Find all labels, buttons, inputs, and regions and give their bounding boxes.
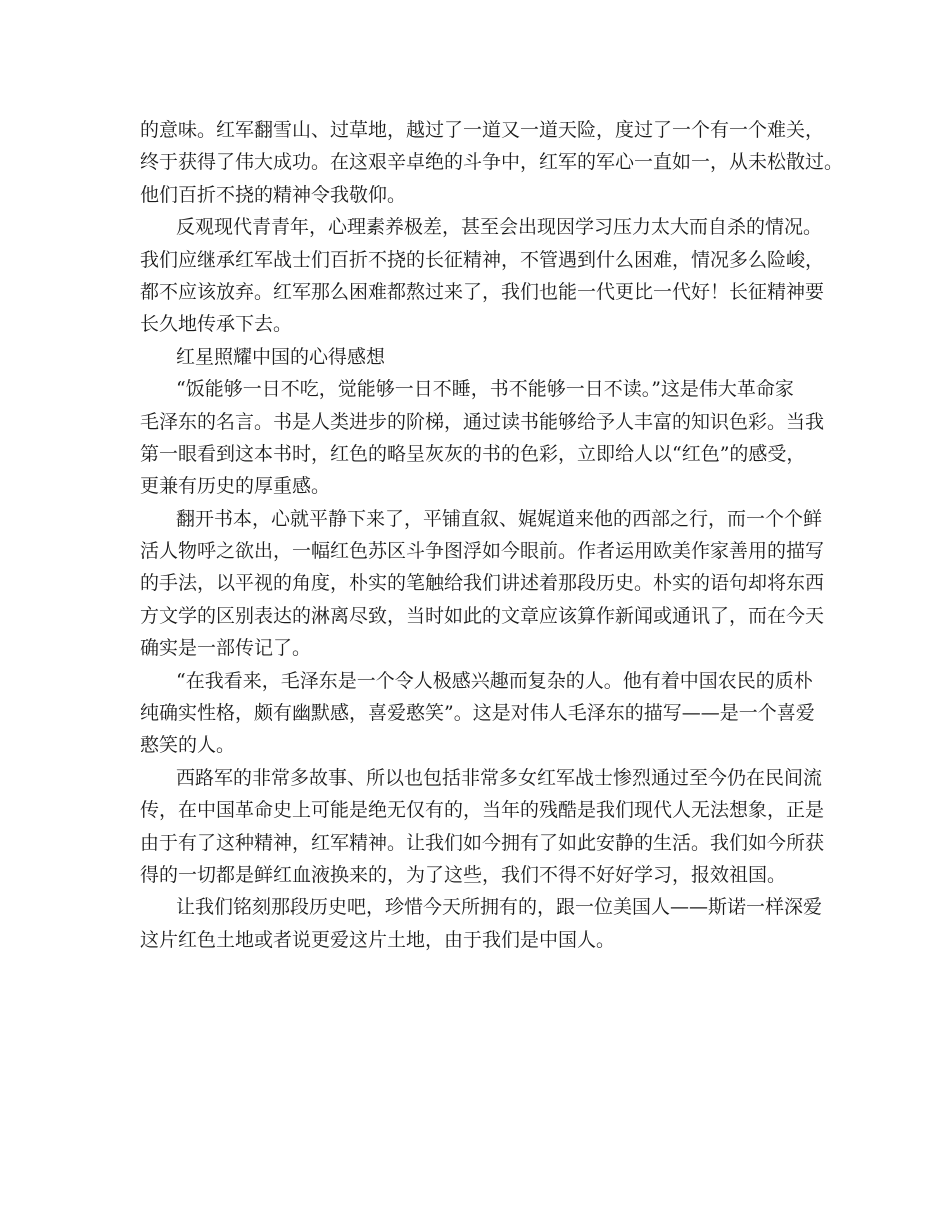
- text-line: 方文学的区别表达的淋离尽致，当时如此的文章应该算作新闻或通讯了，而在今天: [140, 604, 825, 627]
- text-line: 毛泽东的名言。书是人类进步的阶梯，通过读书能够给予人丰富的知识色彩。当我: [140, 410, 825, 433]
- text-line: 反观现代青青年，心理素养极差，甚至会出现因学习压力太大而自杀的情况。: [176, 216, 823, 239]
- text-line: 长久地传承下去。: [140, 313, 293, 336]
- text-line: 确实是一部传记了。: [140, 637, 312, 660]
- text-line: 都不应该放弃。红军那么困难都熬过来了，我们也能一代更比一代好！长征精神要: [140, 280, 825, 303]
- text-line: 由于有了这种精神，红军精神。让我们如今拥有了如此安静的生活。我们如今所获: [140, 831, 825, 854]
- text-line: “在我看来，毛泽东是一个令人极感兴趣而复杂的人。他有着中国农民的质朴: [176, 669, 813, 692]
- text-line: 更兼有历史的厚重感。: [140, 475, 331, 498]
- text-line: 西路军的非常多故事、所以也包括非常多女红军战士惨烈通过至今仍在民间流: [176, 766, 823, 789]
- text-line: 这片红色土地或者说更爱这片土地，由于我们是中国人。: [140, 928, 616, 951]
- text-line: 他们百折不挠的精神令我敬仰。: [140, 183, 407, 206]
- text-line: 翻开书本，心就平静下来了，平铺直叙、娓娓道来他的西部之行，而一个个鲜: [176, 507, 823, 530]
- text-line: 我们应继承红军战士们百折不挠的长征精神，不管遇到什么困难，情况多么险峻，: [140, 248, 825, 271]
- document-body: [140, 114, 844, 956]
- text-line: 的手法，以平视的角度，朴实的笔触给我们讲述着那段历史。朴实的语句却将东西: [140, 572, 825, 595]
- text-line: 终于获得了伟大成功。在这艰辛卓绝的斗争中，红军的军心一直如一，从未松散过。: [140, 151, 844, 174]
- text-line: 传，在中国革命史上可能是绝无仅有的，当年的残酷是我们现代人无法想象，正是: [140, 799, 825, 822]
- text-line: 活人物呼之欲出，一幅红色苏区斗争图浮如今眼前。作者运用欧美作家善用的描写: [140, 540, 825, 563]
- text-line: “饭能够一日不吃，觉能够一日不睡，书不能够一日不读。”这是伟大革命家: [176, 378, 794, 401]
- text-line: 让我们铭刻那段历史吧，珍惜今天所拥有的，跟一位美国人——斯诺一样深爱: [176, 896, 823, 919]
- text-line: 的意味。红军翻雪山、过草地，越过了一道又一道天险，度过了一个有一个难关，: [140, 119, 825, 141]
- text-line: 第一眼看到这本书时，红色的略呈灰灰的书的色彩，立即给人以“红色”的感受，: [140, 442, 806, 465]
- text-line: 憨笑的人。: [140, 734, 236, 757]
- text-line: 得的一切都是鲜红血液换来的，为了这些，我们不得不好好学习，报效祖国。: [140, 863, 787, 886]
- section-title: 红星照耀中国的心得感想: [176, 345, 386, 368]
- text-line: 纯确实性格，颇有幽默感，喜爱憨笑”。这是对伟人毛泽东的描写——是一个喜爱: [140, 702, 815, 725]
